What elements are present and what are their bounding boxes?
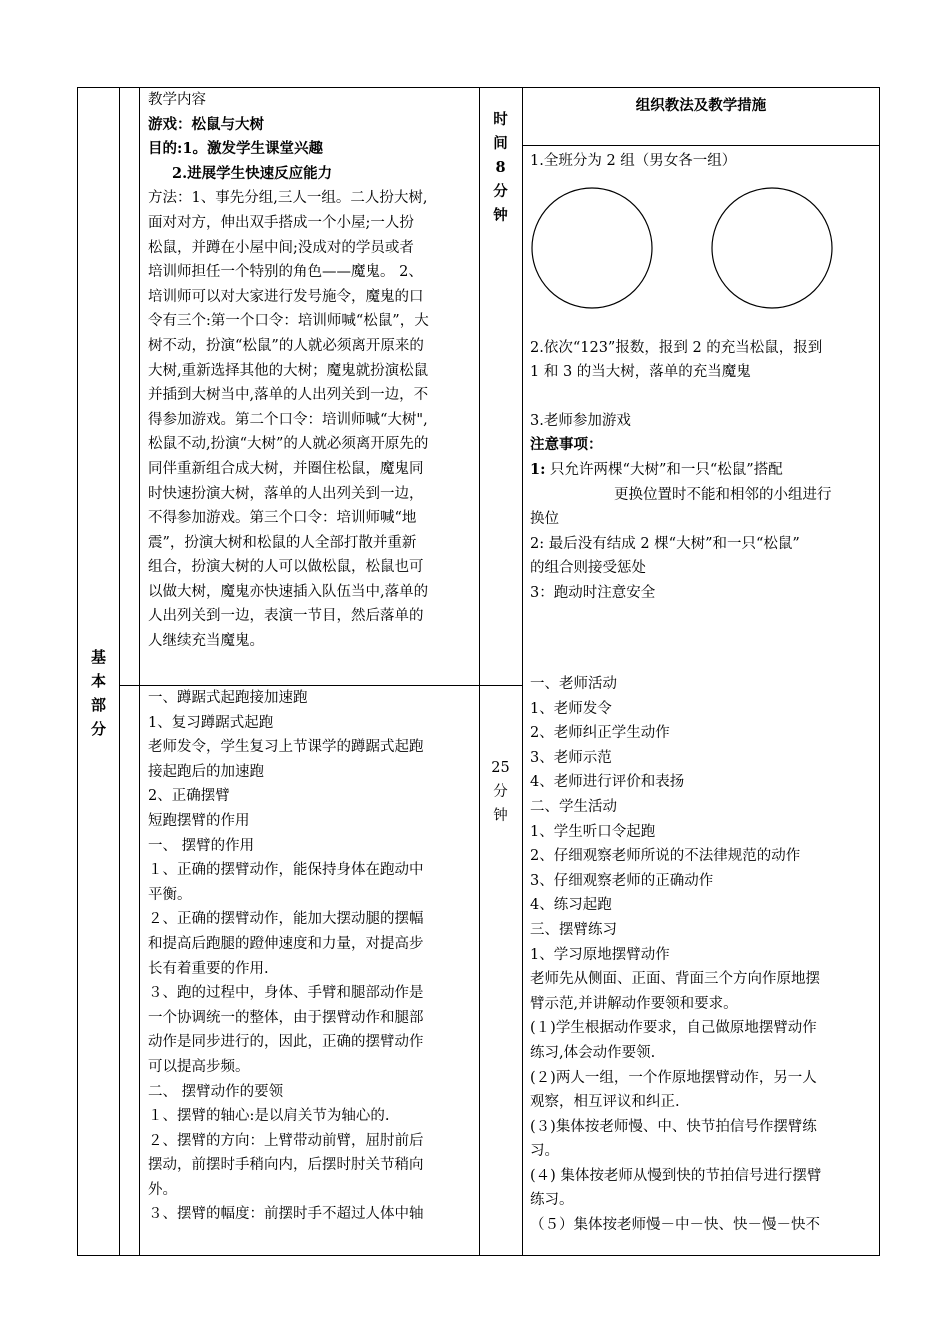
- content-line: 1、复习蹲踞式起跑: [148, 714, 274, 731]
- org-line: 1、学生听口令起跑: [530, 823, 656, 840]
- time-cell-2: 25 分 钟: [491, 760, 510, 824]
- org-line: 4、老师进行评价和表扬: [530, 774, 685, 791]
- method-line: 并插到大树当中,落单的人出列关到一边，不: [148, 387, 429, 404]
- method-line: 得参加游戏。第二个口令：培训师喊“大树",: [148, 411, 428, 428]
- org-line: 1、学习原地摆臂动作: [530, 946, 670, 963]
- method-line: 组合，扮演大树的人可以做松鼠，松鼠也可: [148, 559, 424, 576]
- org-line: 二、学生活动: [530, 798, 617, 815]
- content-line: 摆动，前摆时手稍向内，后摆时肘关节稍向: [148, 1157, 424, 1174]
- content-line: ３、摆臂的幅度：前摆时手不超过人体中轴: [148, 1206, 424, 1223]
- method-line: 震”，扮演大树和松鼠的人全部打散并重新: [148, 534, 417, 551]
- method-line: 树不动，扮演“松鼠”的人就必须离开原来的: [148, 337, 424, 354]
- org-line: 3、仔细观察老师的正确动作: [530, 872, 714, 889]
- content-line: 短跑摆臂的作用: [148, 812, 250, 829]
- org-cell-1: [530, 149, 876, 606]
- org-line: (１)学生根据动作要求，自己做原地摆臂动作: [530, 1020, 817, 1037]
- content-line: ２、摆臂的方向：上臂带动前臂，屈肘前后: [148, 1132, 424, 1149]
- content-line: 平衡。: [148, 886, 192, 903]
- org-line: 1: 只允许两棵“大树”和一只“松鼠”搭配: [530, 460, 783, 478]
- row-divider: [522, 145, 879, 146]
- column-divider: [522, 88, 523, 1255]
- notes-heading: 注意事项：: [530, 436, 603, 454]
- content-line: 一、蹲踞式起跑接加速跑: [148, 690, 308, 706]
- org-line: 练习,体会动作要领.: [530, 1044, 656, 1061]
- content-line: 和提高后跑腿的蹬伸速度和力量，对提高步: [148, 935, 424, 952]
- org-line: 老师先从侧面、正面、背面三个方向作原地摆: [530, 971, 820, 988]
- method-line: 人出列关到一边，表演一节目，然后落单的: [148, 608, 424, 625]
- org-line: 观察，相互评议和纠正.: [530, 1094, 680, 1111]
- content-line: 一个协调统一的整体，由于摆臂动作和腿部: [148, 1009, 424, 1026]
- org-cell-2: [530, 672, 876, 1254]
- org-line: 三、摆臂练习: [530, 921, 617, 938]
- org-line: 换位: [530, 511, 559, 528]
- org-line: 2: 最后没有结成 2 棵“大树”和一只“松鼠”: [530, 535, 800, 552]
- org-line: 习。: [530, 1143, 559, 1160]
- content-line: ３、跑的过程中，身体、手臂和腿部动作是: [148, 985, 424, 1002]
- content-line: １、摆臂的轴心:是以肩关节为轴心的.: [148, 1108, 390, 1125]
- content-line: 外。: [148, 1181, 177, 1198]
- column-divider: [139, 88, 140, 1255]
- content-line: 可以提高步频。: [148, 1058, 250, 1075]
- content-line: 老师发令，学生复习上节课学的蹲踞式起跑: [148, 739, 424, 756]
- org-line: 的组合则接受惩处: [530, 560, 646, 577]
- org-line: 2.依次“123”报数，报到 2 的充当松鼠，报到: [530, 339, 823, 356]
- content-line: １、正确的摆臂动作，能保持身体在跑动中: [148, 862, 424, 879]
- org-line: (３)集体按老师慢、中、快节拍信号作摆臂练: [530, 1118, 817, 1135]
- game-method: [148, 186, 474, 653]
- method-line: 松鼠不动,扮演“大树”的人就必须离开原先的: [148, 436, 429, 453]
- game-goal-2: 2.进展学生快速反应能力: [172, 164, 333, 182]
- content-line: 二、 摆臂动作的要领: [148, 1083, 284, 1100]
- org-line: 练习。: [530, 1192, 574, 1209]
- method-line: 不得参加游戏。第三个口令：培训师喊“地: [148, 510, 417, 527]
- method-line: 时快速扮演大树，落单的人出列关到一边，: [148, 485, 424, 502]
- org-line: 3、老师示范: [530, 749, 612, 766]
- group-circle-2: [712, 188, 832, 308]
- method-line: 培训师可以对大家进行发号施令，魔鬼的口: [148, 288, 424, 305]
- content-line: 2、正确摆臂: [148, 788, 230, 805]
- org-line: 更换位置时不能和相邻的小组进行: [614, 486, 832, 503]
- sprint-content-cell: [148, 686, 474, 1254]
- org-line: 4、练习起跑: [530, 897, 612, 914]
- lesson-plan-table: [77, 87, 880, 1256]
- content-line: 接起跑后的加速跑: [148, 763, 264, 780]
- content-heading: 教学内容: [148, 92, 206, 108]
- game-content-cell: [148, 88, 474, 654]
- content-line: 一、 摆臂的作用: [148, 837, 255, 854]
- org-line: (２)两人一组，一个作原地摆臂动作，另一人: [530, 1069, 817, 1086]
- game-goal-1: 目的:1。激发学生课堂兴趣: [148, 140, 323, 158]
- org-line: 臂示范,并讲解动作要领和要求。: [530, 995, 738, 1012]
- org-line: (４) 集体按老师从慢到快的节拍信号进行摆臂: [530, 1167, 822, 1184]
- org-line: 1 和 3 的当大树，落单的充当魔鬼: [530, 364, 751, 381]
- org-header: 组织教法及教学措施: [635, 97, 767, 114]
- method-line: 以做大树，魔鬼亦快速插入队伍当中,落单的: [148, 583, 429, 600]
- content-line: 动作是同步进行的，因此，正确的摆臂动作: [148, 1034, 424, 1051]
- org-line: （５）集体按老师慢－中－快、快－慢－快不: [530, 1217, 820, 1234]
- method-line: 松鼠，并蹲在小屋中间;没成对的学员或者: [148, 239, 414, 256]
- content-line: 长有着重要的作用.: [148, 960, 269, 977]
- content-line: ２、正确的摆臂动作，能加大摆动腿的摆幅: [148, 911, 424, 928]
- method-line: 面对对方，伸出双手搭成一个小屋;一人扮: [148, 214, 414, 231]
- org-line: 2、仔细观察老师所说的不法律规范的动作: [530, 848, 801, 865]
- org-line: 3：跑动时注意安全: [530, 584, 656, 601]
- method-line: 方法：1、事先分组,三人一组。二人扮大树,: [148, 190, 428, 207]
- org-line: 1、老师发令: [530, 700, 612, 717]
- time-cell-1: 时 间 8 分 钟: [493, 111, 508, 224]
- group-circles-diagram: [530, 176, 876, 322]
- method-line: 令有三个:第一个口令：培训师喊“松鼠”，大: [148, 313, 429, 330]
- method-line: 大树,重新选择其他的大树；魔鬼就扮演松鼠: [148, 362, 429, 379]
- group-circle-1: [532, 188, 652, 308]
- method-line: 同伴重新组合成大树，并圈住松鼠，魔鬼同: [148, 460, 424, 477]
- section-label: 基 本 部 分: [90, 648, 106, 738]
- column-divider: [479, 88, 480, 1255]
- column-divider: [119, 88, 120, 1255]
- game-name: 游戏：松鼠与大树: [148, 115, 264, 133]
- org-line: 2、老师纠正学生动作: [530, 725, 670, 742]
- method-line: 人继续充当魔鬼。: [148, 633, 264, 650]
- method-line: 培训师担任一个特别的角色——魔鬼。 2、: [148, 264, 423, 281]
- org-line: 3.老师参加游戏: [530, 412, 631, 429]
- org-line: 1.全班分为 2 组（男女各一组）: [530, 153, 737, 169]
- org-line: 一、老师活动: [530, 676, 617, 692]
